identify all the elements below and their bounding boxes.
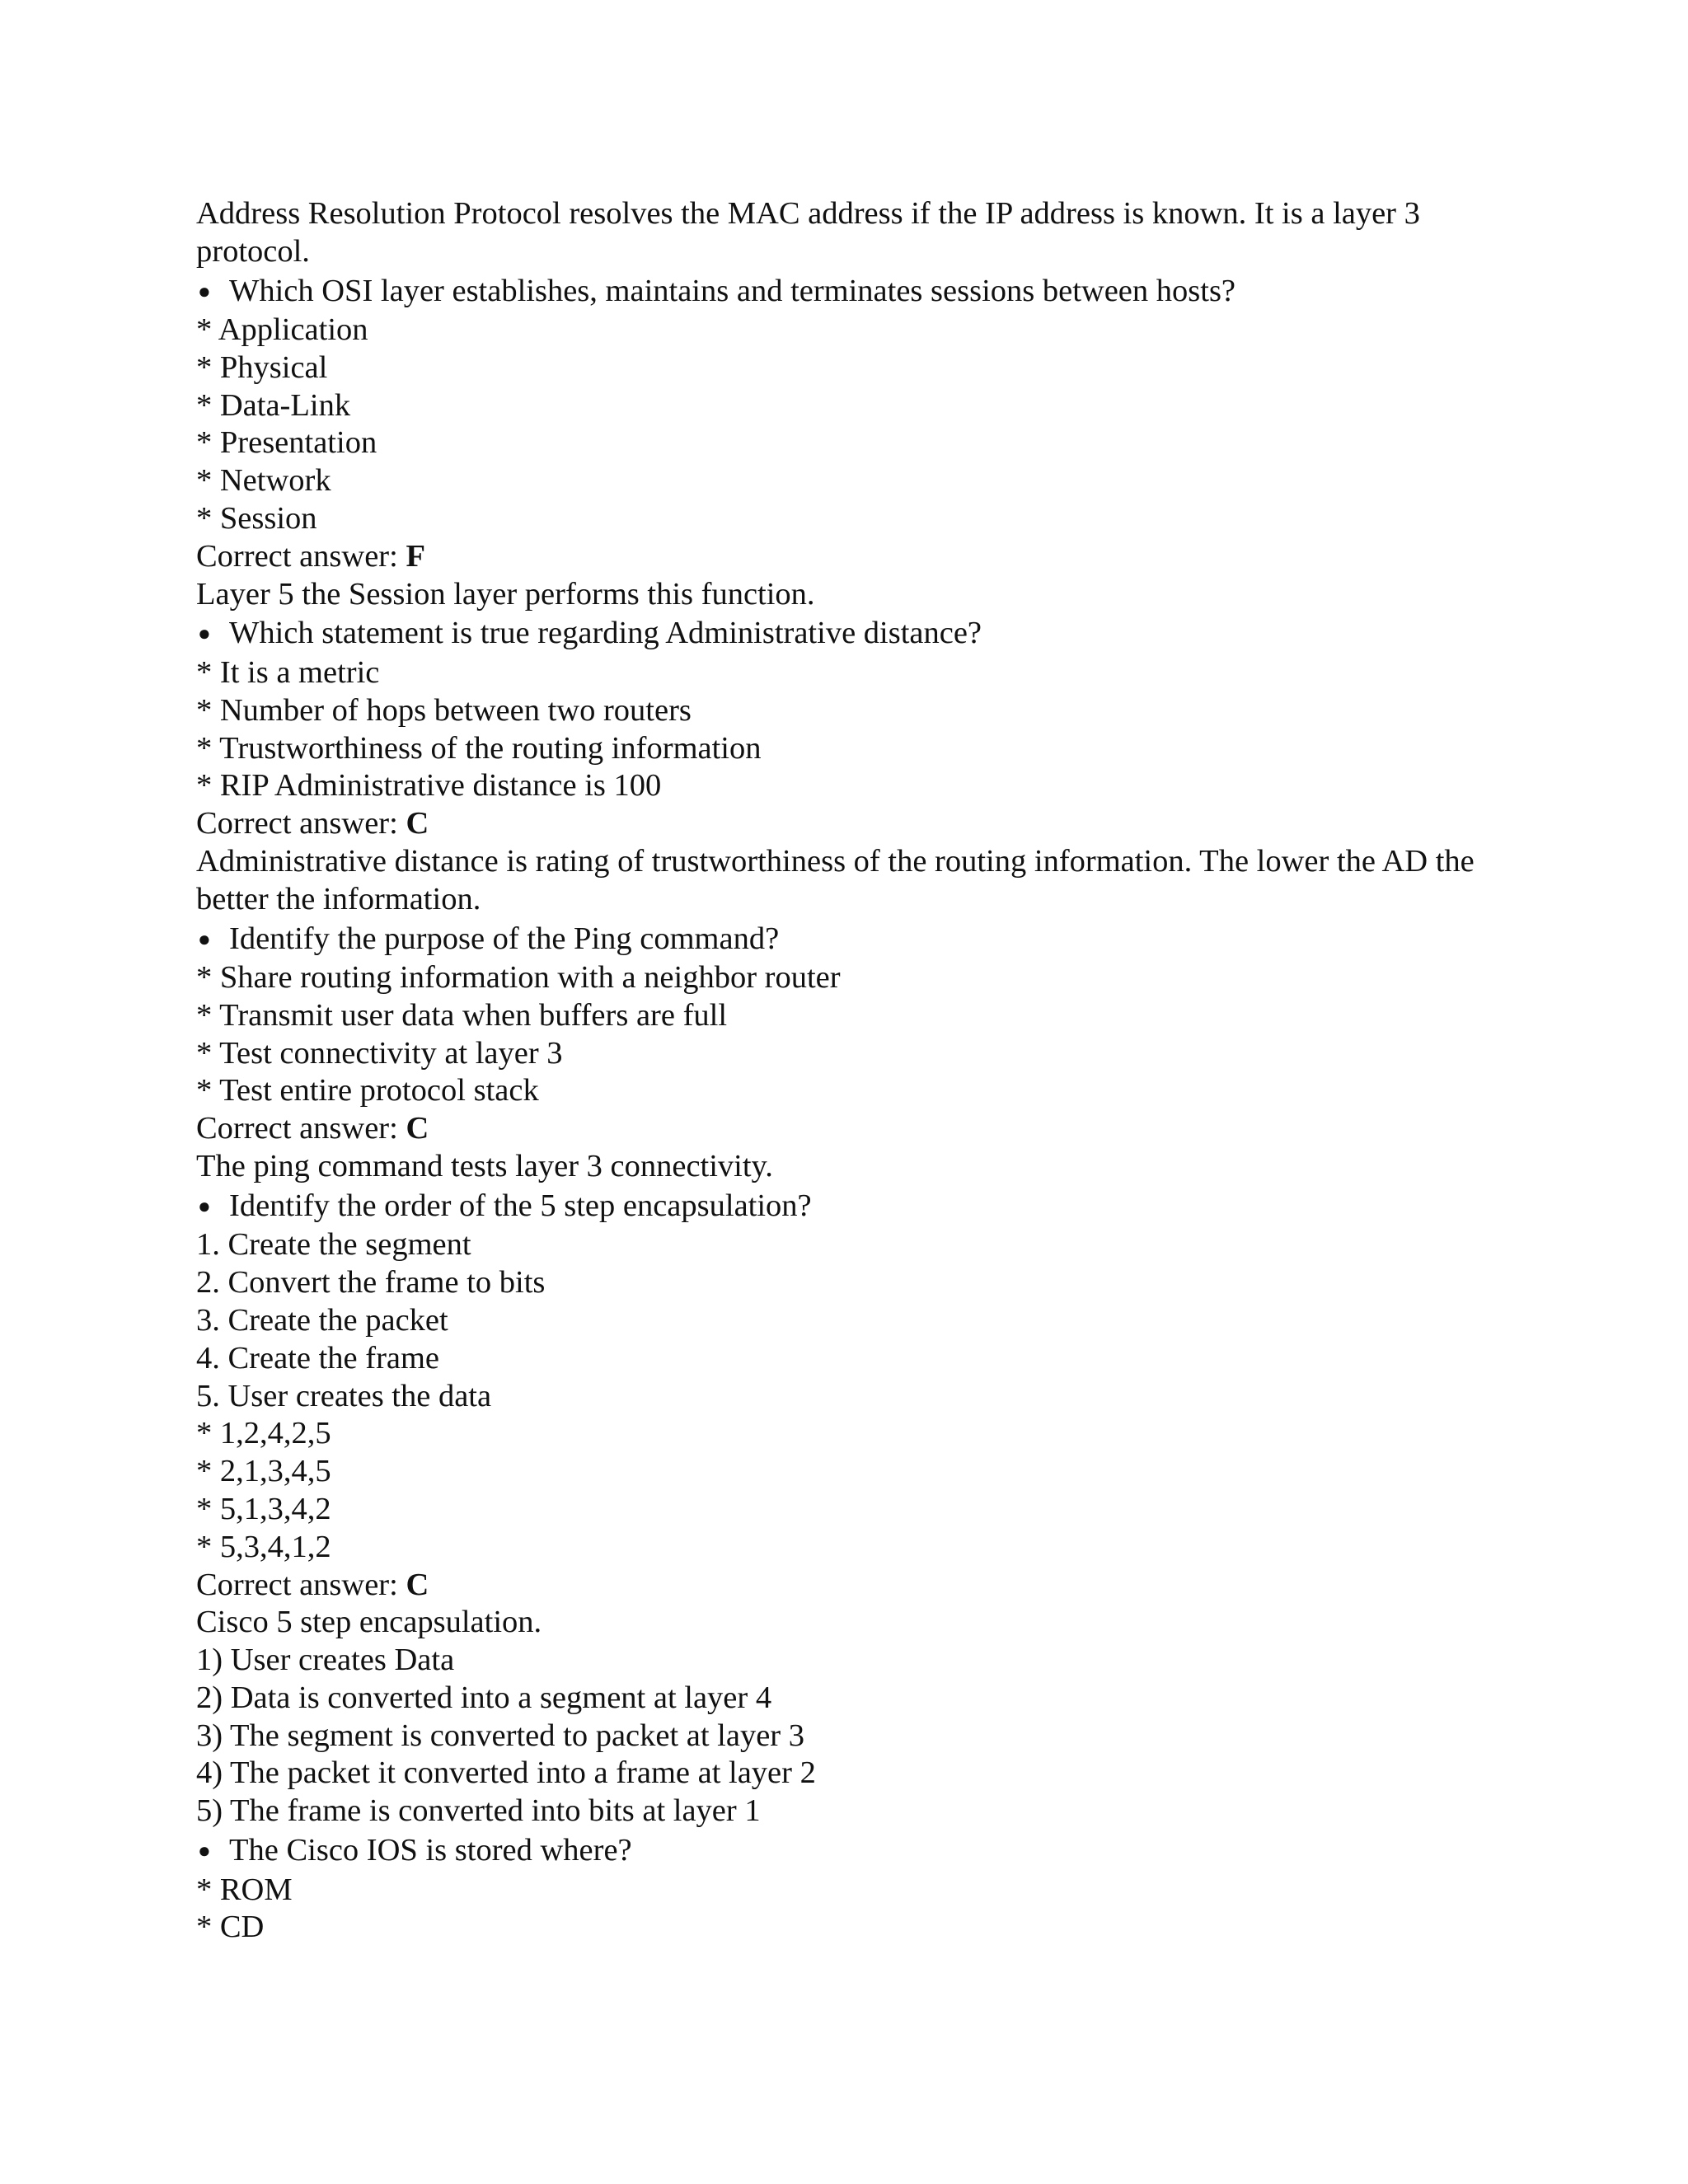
correct-answer-label: Correct answer:: [196, 1111, 406, 1146]
text-line: * Physical: [196, 349, 328, 385]
bullet-icon: ●: [198, 1193, 211, 1218]
text-line: * Presentation: [196, 425, 377, 461]
text-line: * Application: [196, 312, 368, 348]
question-line: [196, 613, 1498, 654]
correct-answer-value: C: [406, 806, 429, 841]
text-line: * It is a metric: [196, 654, 380, 690]
text-line: 1) User creates Data: [196, 1643, 455, 1678]
text-line: * Trustworthiness of the routing information: [196, 730, 762, 766]
text-line: * Number of hops between two routers: [196, 692, 692, 728]
text-line: * 5,3,4,1,2: [196, 1529, 331, 1564]
text-line: * Transmit user data when buffers are full: [196, 997, 728, 1033]
correct-answer-line: [196, 1110, 1498, 1148]
text-line: * CD: [196, 1910, 265, 1945]
correct-answer-label: Correct answer:: [196, 806, 406, 841]
text-line: 2) Data is converted into a segment at layer 4: [196, 1680, 772, 1715]
text-line: 3) The segment is converted to packet at layer 3: [196, 1718, 805, 1753]
explanation-paragraph: Address Resolution Protocol resolves the MAC address if the IP address is known. It is a layer 3 protocol.: [196, 196, 1420, 269]
text-line: * RIP Administrative distance is 100: [196, 768, 662, 804]
question-text: Identify the purpose of the Ping command?: [229, 921, 780, 956]
text-line: * 5,1,3,4,2: [196, 1491, 331, 1526]
correct-answer-value: C: [406, 1111, 429, 1146]
bullet-icon: ●: [198, 1839, 211, 1863]
question-text: Identify the order of the 5 step encapsulation?: [229, 1188, 812, 1223]
bullet-icon: ●: [198, 926, 211, 951]
explanation-paragraph: Administrative distance is rating of trustworthiness of the routing information. The lower the AD the better the information.: [196, 843, 1475, 916]
text-line: * Network: [196, 463, 331, 499]
text-line: * ROM: [196, 1872, 293, 1907]
correct-answer-line: [196, 1567, 1498, 1605]
text-line: 3. Create the packet: [196, 1302, 448, 1338]
correct-answer-value: F: [406, 538, 425, 574]
correct-answer-value: C: [406, 1567, 429, 1602]
bullet-icon: ●: [198, 279, 211, 303]
question-text: Which statement is true regarding Administrative distance?: [229, 616, 982, 651]
correct-answer-line: [196, 805, 1498, 843]
question-text: Which OSI layer establishes, maintains and terminates sessions between hosts?: [229, 273, 1236, 308]
document-page: [196, 195, 1498, 1947]
text-line: 1. Create the segment: [196, 1227, 471, 1263]
bullet-icon: ●: [198, 621, 211, 646]
text-line: * Share routing information with a neighbor router: [196, 960, 841, 996]
text-line: 4) The packet it converted into a frame at layer 2: [196, 1755, 816, 1791]
text-line: * 1,2,4,2,5: [196, 1416, 331, 1451]
text-line: * Test entire protocol stack: [196, 1073, 539, 1108]
text-line: 5. User creates the data: [196, 1378, 492, 1413]
correct-answer-label: Correct answer:: [196, 538, 406, 574]
text-line: 4. Create the frame: [196, 1340, 440, 1376]
question-line: [196, 1186, 1498, 1227]
text-line: 2. Convert the frame to bits: [196, 1265, 546, 1301]
question-line: [196, 1830, 1498, 1872]
question-line: [196, 919, 1498, 960]
text-line: * Test connectivity at layer 3: [196, 1035, 563, 1071]
correct-answer-line: [196, 538, 1498, 576]
text-line: 5) The frame is converted into bits at layer 1: [196, 1793, 761, 1829]
text-line: * Session: [196, 501, 317, 537]
question-line: [196, 271, 1498, 312]
text-line: Cisco 5 step encapsulation.: [196, 1605, 542, 1640]
text-line: * 2,1,3,4,5: [196, 1454, 331, 1489]
text-line: Layer 5 the Session layer performs this function.: [196, 576, 815, 612]
question-text: The Cisco IOS is stored where?: [229, 1833, 632, 1868]
text-line: The ping command tests layer 3 connectivity.: [196, 1149, 773, 1184]
correct-answer-label: Correct answer:: [196, 1567, 406, 1602]
text-line: * Data-Link: [196, 387, 351, 423]
